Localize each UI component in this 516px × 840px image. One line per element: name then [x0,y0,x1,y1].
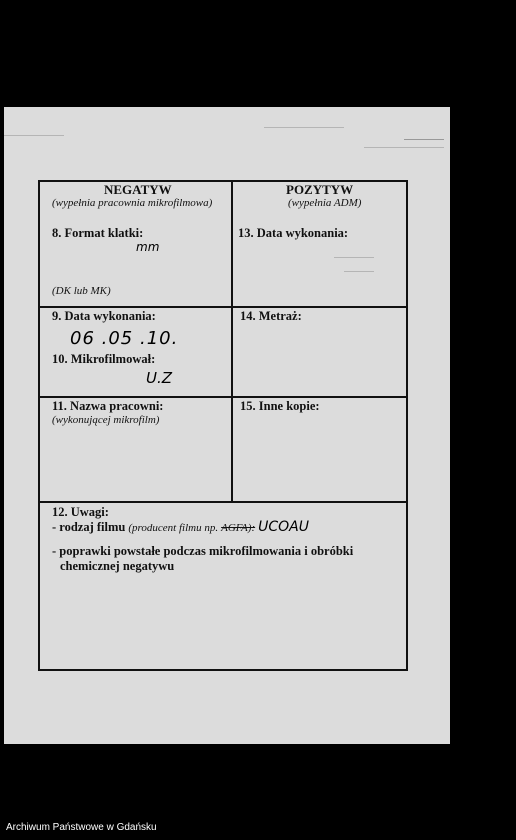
row-divider [40,396,406,398]
poprawki-line-cont: chemicznej negatywu [60,559,175,573]
format-klatki-value: mm [136,240,160,254]
rodzaj-filmu-note: (producent filmu np. [128,522,219,534]
scan-noise [404,139,444,140]
data-wykonania-value: 06 .05 .10. [70,328,179,349]
microfilm-form [38,180,408,671]
pozytyw-data-wykonania-label: 13. Data wykonania: [238,226,349,240]
scan-noise [364,147,444,148]
negatyw-subtitle: (wypełnia pracownia mikrofilmowa) [52,197,213,209]
row-divider [40,501,406,503]
scan-noise [4,135,64,136]
scan-noise [264,127,344,128]
rodzaj-filmu-value: UCOAU [258,519,309,535]
inne-kopie-label: 15. Inne kopie: [240,399,320,413]
uwagi-label: 12. Uwagi: [52,505,109,519]
nazwa-pracowni-label: 11. Nazwa pracowni: [52,399,164,413]
mikrofilmowal-label: 10. Mikrofilmował: [52,352,156,366]
format-klatki-label: 8. Format klatki: [52,226,144,240]
negatyw-title: NEGATYW [104,182,172,197]
archive-footer: Archiwum Państwowe w Gdańsku [6,822,157,833]
rodzaj-filmu-line [52,519,309,535]
document-sheet [4,107,450,744]
rodzaj-filmu-label: - rodzaj filmu [52,520,126,534]
pozytyw-title: POZYTYW [286,182,354,197]
rodzaj-filmu-struck: AGFA): [221,522,256,534]
data-wykonania-label: 9. Data wykonania: [52,309,156,323]
format-klatki-note: (DK lub MK) [52,285,111,297]
metraz-label: 14. Metraż: [240,309,302,323]
row-divider [40,306,406,308]
poprawki-line: - poprawki powstałe podczas mikrofilmowania i obróbki [52,544,354,558]
mikrofilmowal-value: U.Z [146,369,173,387]
column-divider [231,182,233,502]
nazwa-pracowni-note: (wykonującej mikrofilm) [52,414,160,426]
pozytyw-subtitle: (wypełnia ADM) [288,197,362,209]
